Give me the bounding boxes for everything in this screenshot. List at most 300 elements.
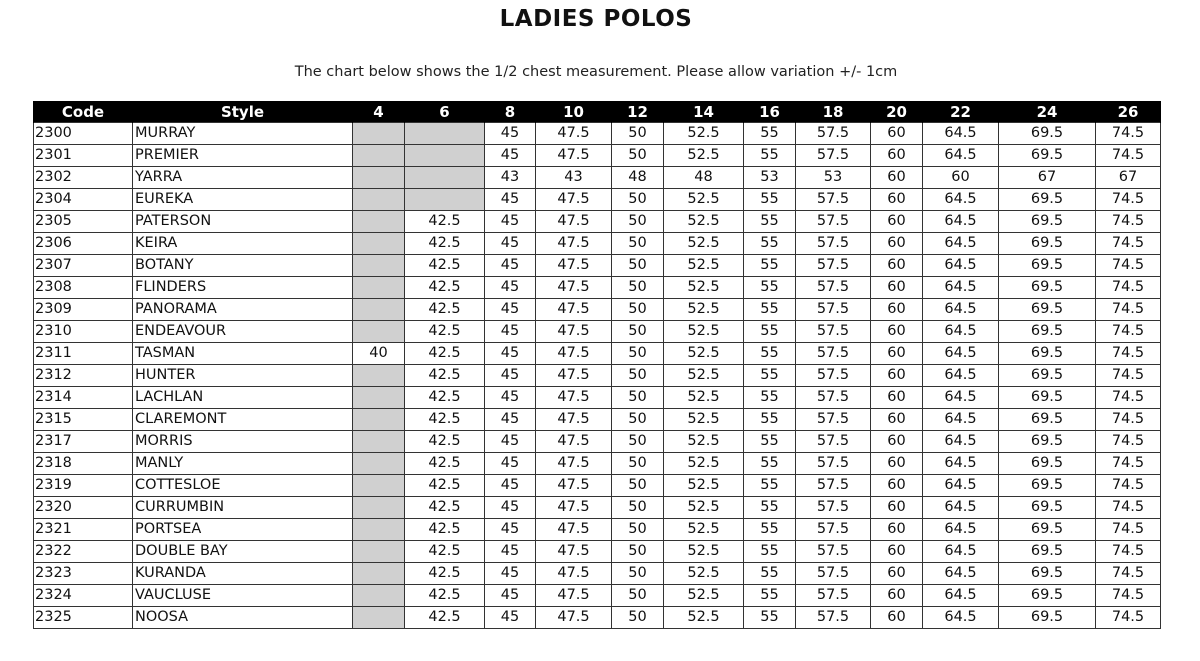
- measurement-cell: 47.5: [536, 299, 612, 321]
- measurement-cell: 74.5: [1096, 123, 1161, 145]
- measurement-cell: 64.5: [923, 343, 999, 365]
- measurement-cell: 69.5: [999, 343, 1096, 365]
- unavailable-size-cell: [353, 541, 405, 563]
- measurement-cell: 42.5: [405, 321, 485, 343]
- measurement-cell: 74.5: [1096, 189, 1161, 211]
- product-code-cell: 2323: [34, 563, 133, 585]
- measurement-cell: 45: [485, 123, 536, 145]
- table-row: [34, 167, 1161, 189]
- measurement-cell: 57.5: [796, 343, 871, 365]
- measurement-cell: 42.5: [405, 453, 485, 475]
- measurement-cell: 57.5: [796, 145, 871, 167]
- style-name-cell: TASMAN: [133, 343, 353, 365]
- unavailable-size-cell: [353, 277, 405, 299]
- measurement-cell: 57.5: [796, 211, 871, 233]
- measurement-cell: 52.5: [664, 365, 744, 387]
- column-header-size-4: 8: [485, 101, 536, 123]
- measurement-cell: 64.5: [923, 585, 999, 607]
- measurement-cell: 60: [871, 145, 923, 167]
- measurement-cell: 42.5: [405, 233, 485, 255]
- measurement-cell: 52.5: [664, 585, 744, 607]
- measurement-cell: 57.5: [796, 453, 871, 475]
- page-subtitle: The chart below shows the 1/2 chest measurement. Please allow variation +/- 1cm: [294, 64, 898, 80]
- measurement-cell: 64.5: [923, 519, 999, 541]
- measurement-cell: 45: [485, 475, 536, 497]
- measurement-cell: 45: [485, 519, 536, 541]
- measurement-cell: 60: [871, 453, 923, 475]
- column-header-size-10: 20: [871, 101, 923, 123]
- measurement-cell: 57.5: [796, 607, 871, 629]
- column-header-size-8: 16: [744, 101, 796, 123]
- measurement-cell: 57.5: [796, 431, 871, 453]
- style-name-cell: FLINDERS: [133, 277, 353, 299]
- measurement-cell: 45: [485, 189, 536, 211]
- unavailable-size-cell: [353, 365, 405, 387]
- measurement-cell: 57.5: [796, 123, 871, 145]
- table-row: [34, 189, 1161, 211]
- table-row: [34, 277, 1161, 299]
- measurement-cell: 45: [485, 497, 536, 519]
- measurement-cell: 57.5: [796, 409, 871, 431]
- measurement-cell: 50: [612, 453, 664, 475]
- measurement-cell: 64.5: [923, 277, 999, 299]
- measurement-cell: 53: [744, 167, 796, 189]
- style-name-cell: VAUCLUSE: [133, 585, 353, 607]
- unavailable-size-cell: [405, 123, 485, 145]
- measurement-cell: 50: [612, 299, 664, 321]
- measurement-cell: 60: [871, 365, 923, 387]
- measurement-cell: 52.5: [664, 123, 744, 145]
- unavailable-size-cell: [353, 233, 405, 255]
- table-row: [34, 409, 1161, 431]
- measurement-cell: 45: [485, 453, 536, 475]
- column-header-size-11: 22: [923, 101, 999, 123]
- product-code-cell: 2324: [34, 585, 133, 607]
- style-name-cell: ENDEAVOUR: [133, 321, 353, 343]
- measurement-cell: 69.5: [999, 607, 1096, 629]
- measurement-cell: 57.5: [796, 277, 871, 299]
- column-header-size-13: 26: [1096, 101, 1161, 123]
- measurement-cell: 55: [744, 211, 796, 233]
- style-name-cell: MURRAY: [133, 123, 353, 145]
- style-name-cell: PANORAMA: [133, 299, 353, 321]
- measurement-cell: 60: [871, 299, 923, 321]
- unavailable-size-cell: [405, 189, 485, 211]
- unavailable-size-cell: [353, 497, 405, 519]
- unavailable-size-cell: [353, 585, 405, 607]
- measurement-cell: 42.5: [405, 585, 485, 607]
- measurement-cell: 52.5: [664, 431, 744, 453]
- measurement-cell: 50: [612, 563, 664, 585]
- size-chart-table: [33, 101, 1161, 629]
- measurement-cell: 47.5: [536, 563, 612, 585]
- measurement-cell: 60: [871, 541, 923, 563]
- product-code-cell: 2322: [34, 541, 133, 563]
- measurement-cell: 52.5: [664, 189, 744, 211]
- measurement-cell: 48: [664, 167, 744, 189]
- measurement-cell: 74.5: [1096, 277, 1161, 299]
- measurement-cell: 60: [871, 563, 923, 585]
- measurement-cell: 42.5: [405, 211, 485, 233]
- measurement-cell: 52.5: [664, 497, 744, 519]
- measurement-cell: 47.5: [536, 453, 612, 475]
- style-name-cell: HUNTER: [133, 365, 353, 387]
- style-name-cell: KEIRA: [133, 233, 353, 255]
- measurement-cell: 64.5: [923, 409, 999, 431]
- product-code-cell: 2312: [34, 365, 133, 387]
- measurement-cell: 50: [612, 497, 664, 519]
- product-code-cell: 2311: [34, 343, 133, 365]
- measurement-cell: 69.5: [999, 123, 1096, 145]
- measurement-cell: 57.5: [796, 387, 871, 409]
- measurement-cell: 74.5: [1096, 387, 1161, 409]
- style-name-cell: COTTESLOE: [133, 475, 353, 497]
- table-row: [34, 453, 1161, 475]
- header-row: [34, 101, 1161, 123]
- style-name-cell: EUREKA: [133, 189, 353, 211]
- measurement-cell: 67: [999, 167, 1096, 189]
- measurement-cell: 55: [744, 541, 796, 563]
- measurement-cell: 55: [744, 497, 796, 519]
- measurement-cell: 55: [744, 409, 796, 431]
- measurement-cell: 45: [485, 299, 536, 321]
- product-code-cell: 2301: [34, 145, 133, 167]
- measurement-cell: 55: [744, 321, 796, 343]
- measurement-cell: 57.5: [796, 497, 871, 519]
- table-row: [34, 343, 1161, 365]
- measurement-cell: 45: [485, 409, 536, 431]
- measurement-cell: 42.5: [405, 541, 485, 563]
- measurement-cell: 67: [1096, 167, 1161, 189]
- style-name-cell: CLAREMONT: [133, 409, 353, 431]
- product-code-cell: 2317: [34, 431, 133, 453]
- measurement-cell: 69.5: [999, 145, 1096, 167]
- measurement-cell: 45: [485, 255, 536, 277]
- measurement-cell: 57.5: [796, 189, 871, 211]
- measurement-cell: 74.5: [1096, 453, 1161, 475]
- measurement-cell: 50: [612, 321, 664, 343]
- measurement-cell: 69.5: [999, 233, 1096, 255]
- measurement-cell: 74.5: [1096, 585, 1161, 607]
- measurement-cell: 47.5: [536, 607, 612, 629]
- measurement-cell: 57.5: [796, 519, 871, 541]
- unavailable-size-cell: [353, 475, 405, 497]
- measurement-cell: 57.5: [796, 541, 871, 563]
- measurement-cell: 69.5: [999, 277, 1096, 299]
- unavailable-size-cell: [353, 189, 405, 211]
- unavailable-size-cell: [353, 167, 405, 189]
- measurement-cell: 60: [871, 189, 923, 211]
- measurement-cell: 55: [744, 123, 796, 145]
- measurement-cell: 55: [744, 453, 796, 475]
- measurement-cell: 50: [612, 123, 664, 145]
- product-code-cell: 2325: [34, 607, 133, 629]
- measurement-cell: 60: [871, 211, 923, 233]
- measurement-cell: 52.5: [664, 387, 744, 409]
- product-code-cell: 2302: [34, 167, 133, 189]
- product-code-cell: 2318: [34, 453, 133, 475]
- measurement-cell: 47.5: [536, 321, 612, 343]
- measurement-cell: 42.5: [405, 475, 485, 497]
- table-body: [34, 123, 1161, 629]
- table-row: [34, 475, 1161, 497]
- product-code-cell: 2309: [34, 299, 133, 321]
- measurement-cell: 47.5: [536, 431, 612, 453]
- table-row: [34, 431, 1161, 453]
- measurement-cell: 60: [871, 497, 923, 519]
- measurement-cell: 60: [871, 321, 923, 343]
- measurement-cell: 52.5: [664, 255, 744, 277]
- measurement-cell: 74.5: [1096, 431, 1161, 453]
- measurement-cell: 64.5: [923, 431, 999, 453]
- measurement-cell: 40: [353, 343, 405, 365]
- measurement-cell: 42.5: [405, 277, 485, 299]
- measurement-cell: 43: [485, 167, 536, 189]
- measurement-cell: 64.5: [923, 475, 999, 497]
- measurement-cell: 42.5: [405, 497, 485, 519]
- measurement-cell: 60: [871, 255, 923, 277]
- unavailable-size-cell: [353, 255, 405, 277]
- product-code-cell: 2307: [34, 255, 133, 277]
- measurement-cell: 47.5: [536, 497, 612, 519]
- measurement-cell: 55: [744, 145, 796, 167]
- product-code-cell: 2300: [34, 123, 133, 145]
- column-header-style: Style: [133, 101, 353, 123]
- measurement-cell: 74.5: [1096, 365, 1161, 387]
- measurement-cell: 64.5: [923, 189, 999, 211]
- measurement-cell: 42.5: [405, 431, 485, 453]
- unavailable-size-cell: [353, 299, 405, 321]
- table-row: [34, 519, 1161, 541]
- measurement-cell: 74.5: [1096, 541, 1161, 563]
- table-row: [34, 123, 1161, 145]
- measurement-cell: 74.5: [1096, 563, 1161, 585]
- measurement-cell: 64.5: [923, 123, 999, 145]
- measurement-cell: 50: [612, 541, 664, 563]
- column-header-code: Code: [34, 101, 133, 123]
- style-name-cell: NOOSA: [133, 607, 353, 629]
- measurement-cell: 57.5: [796, 321, 871, 343]
- measurement-cell: 47.5: [536, 541, 612, 563]
- column-header-size-12: 24: [999, 101, 1096, 123]
- measurement-cell: 52.5: [664, 277, 744, 299]
- measurement-cell: 55: [744, 607, 796, 629]
- style-name-cell: BOTANY: [133, 255, 353, 277]
- measurement-cell: 55: [744, 475, 796, 497]
- measurement-cell: 55: [744, 519, 796, 541]
- measurement-cell: 60: [871, 519, 923, 541]
- measurement-cell: 69.5: [999, 255, 1096, 277]
- measurement-cell: 60: [871, 123, 923, 145]
- measurement-cell: 74.5: [1096, 475, 1161, 497]
- product-code-cell: 2306: [34, 233, 133, 255]
- measurement-cell: 42.5: [405, 365, 485, 387]
- measurement-cell: 69.5: [999, 431, 1096, 453]
- measurement-cell: 52.5: [664, 607, 744, 629]
- measurement-cell: 74.5: [1096, 321, 1161, 343]
- measurement-cell: 69.5: [999, 475, 1096, 497]
- measurement-cell: 50: [612, 233, 664, 255]
- measurement-cell: 64.5: [923, 321, 999, 343]
- measurement-cell: 60: [871, 409, 923, 431]
- measurement-cell: 50: [612, 343, 664, 365]
- table-row: [34, 563, 1161, 585]
- measurement-cell: 60: [871, 167, 923, 189]
- measurement-cell: 52.5: [664, 453, 744, 475]
- measurement-cell: 69.5: [999, 541, 1096, 563]
- unavailable-size-cell: [353, 387, 405, 409]
- table-row: [34, 541, 1161, 563]
- measurement-cell: 53: [796, 167, 871, 189]
- measurement-cell: 52.5: [664, 233, 744, 255]
- measurement-cell: 57.5: [796, 475, 871, 497]
- table-row: [34, 365, 1161, 387]
- table-row: [34, 211, 1161, 233]
- product-code-cell: 2315: [34, 409, 133, 431]
- measurement-cell: 64.5: [923, 541, 999, 563]
- measurement-cell: 74.5: [1096, 145, 1161, 167]
- measurement-cell: 47.5: [536, 189, 612, 211]
- measurement-cell: 50: [612, 255, 664, 277]
- unavailable-size-cell: [405, 167, 485, 189]
- measurement-cell: 45: [485, 607, 536, 629]
- measurement-cell: 55: [744, 365, 796, 387]
- measurement-cell: 45: [485, 365, 536, 387]
- measurement-cell: 45: [485, 541, 536, 563]
- measurement-cell: 45: [485, 277, 536, 299]
- measurement-cell: 57.5: [796, 233, 871, 255]
- measurement-cell: 74.5: [1096, 607, 1161, 629]
- measurement-cell: 69.5: [999, 519, 1096, 541]
- measurement-cell: 50: [612, 519, 664, 541]
- measurement-cell: 50: [612, 365, 664, 387]
- measurement-cell: 69.5: [999, 321, 1096, 343]
- measurement-cell: 52.5: [664, 475, 744, 497]
- measurement-cell: 52.5: [664, 145, 744, 167]
- measurement-cell: 57.5: [796, 585, 871, 607]
- measurement-cell: 47.5: [536, 365, 612, 387]
- measurement-cell: 74.5: [1096, 409, 1161, 431]
- unavailable-size-cell: [353, 563, 405, 585]
- measurement-cell: 55: [744, 255, 796, 277]
- measurement-cell: 42.5: [405, 607, 485, 629]
- measurement-cell: 45: [485, 321, 536, 343]
- measurement-cell: 47.5: [536, 255, 612, 277]
- measurement-cell: 64.5: [923, 563, 999, 585]
- measurement-cell: 55: [744, 189, 796, 211]
- column-header-size-5: 10: [536, 101, 612, 123]
- measurement-cell: 69.5: [999, 497, 1096, 519]
- measurement-cell: 47.5: [536, 233, 612, 255]
- product-code-cell: 2319: [34, 475, 133, 497]
- style-name-cell: YARRA: [133, 167, 353, 189]
- measurement-cell: 74.5: [1096, 233, 1161, 255]
- measurement-cell: 55: [744, 277, 796, 299]
- page-title: LADIES POLOS: [499, 6, 693, 32]
- measurement-cell: 50: [612, 475, 664, 497]
- measurement-cell: 42.5: [405, 563, 485, 585]
- measurement-cell: 47.5: [536, 211, 612, 233]
- style-name-cell: CURRUMBIN: [133, 497, 353, 519]
- measurement-cell: 45: [485, 563, 536, 585]
- measurement-cell: 42.5: [405, 255, 485, 277]
- measurement-cell: 60: [871, 343, 923, 365]
- measurement-cell: 57.5: [796, 299, 871, 321]
- measurement-cell: 64.5: [923, 497, 999, 519]
- measurement-cell: 42.5: [405, 519, 485, 541]
- product-code-cell: 2321: [34, 519, 133, 541]
- measurement-cell: 50: [612, 431, 664, 453]
- measurement-cell: 69.5: [999, 563, 1096, 585]
- unavailable-size-cell: [353, 211, 405, 233]
- measurement-cell: 55: [744, 585, 796, 607]
- table-row: [34, 145, 1161, 167]
- measurement-cell: 52.5: [664, 409, 744, 431]
- measurement-cell: 55: [744, 387, 796, 409]
- measurement-cell: 69.5: [999, 453, 1096, 475]
- measurement-cell: 69.5: [999, 211, 1096, 233]
- measurement-cell: 74.5: [1096, 519, 1161, 541]
- measurement-cell: 60: [871, 277, 923, 299]
- measurement-cell: 42.5: [405, 387, 485, 409]
- product-code-cell: 2320: [34, 497, 133, 519]
- measurement-cell: 47.5: [536, 519, 612, 541]
- measurement-cell: 74.5: [1096, 255, 1161, 277]
- measurement-cell: 50: [612, 189, 664, 211]
- measurement-cell: 60: [871, 431, 923, 453]
- measurement-cell: 45: [485, 145, 536, 167]
- measurement-cell: 64.5: [923, 607, 999, 629]
- table-row: [34, 299, 1161, 321]
- table-row: [34, 607, 1161, 629]
- measurement-cell: 52.5: [664, 519, 744, 541]
- measurement-cell: 55: [744, 299, 796, 321]
- measurement-cell: 42.5: [405, 343, 485, 365]
- measurement-cell: 55: [744, 233, 796, 255]
- unavailable-size-cell: [353, 607, 405, 629]
- measurement-cell: 50: [612, 585, 664, 607]
- measurement-cell: 47.5: [536, 123, 612, 145]
- measurement-cell: 64.5: [923, 233, 999, 255]
- measurement-cell: 55: [744, 431, 796, 453]
- style-name-cell: KURANDA: [133, 563, 353, 585]
- style-name-cell: PATERSON: [133, 211, 353, 233]
- measurement-cell: 47.5: [536, 409, 612, 431]
- measurement-cell: 60: [871, 607, 923, 629]
- measurement-cell: 64.5: [923, 299, 999, 321]
- measurement-cell: 50: [612, 145, 664, 167]
- column-header-size-2: 4: [353, 101, 405, 123]
- measurement-cell: 45: [485, 431, 536, 453]
- style-name-cell: MANLY: [133, 453, 353, 475]
- measurement-cell: 52.5: [664, 321, 744, 343]
- unavailable-size-cell: [353, 409, 405, 431]
- unavailable-size-cell: [405, 145, 485, 167]
- unavailable-size-cell: [353, 123, 405, 145]
- measurement-cell: 60: [871, 585, 923, 607]
- style-name-cell: DOUBLE BAY: [133, 541, 353, 563]
- unavailable-size-cell: [353, 519, 405, 541]
- measurement-cell: 57.5: [796, 365, 871, 387]
- measurement-cell: 50: [612, 277, 664, 299]
- measurement-cell: 47.5: [536, 145, 612, 167]
- measurement-cell: 52.5: [664, 541, 744, 563]
- measurement-cell: 57.5: [796, 563, 871, 585]
- table-row: [34, 255, 1161, 277]
- unavailable-size-cell: [353, 453, 405, 475]
- style-name-cell: PORTSEA: [133, 519, 353, 541]
- measurement-cell: 52.5: [664, 211, 744, 233]
